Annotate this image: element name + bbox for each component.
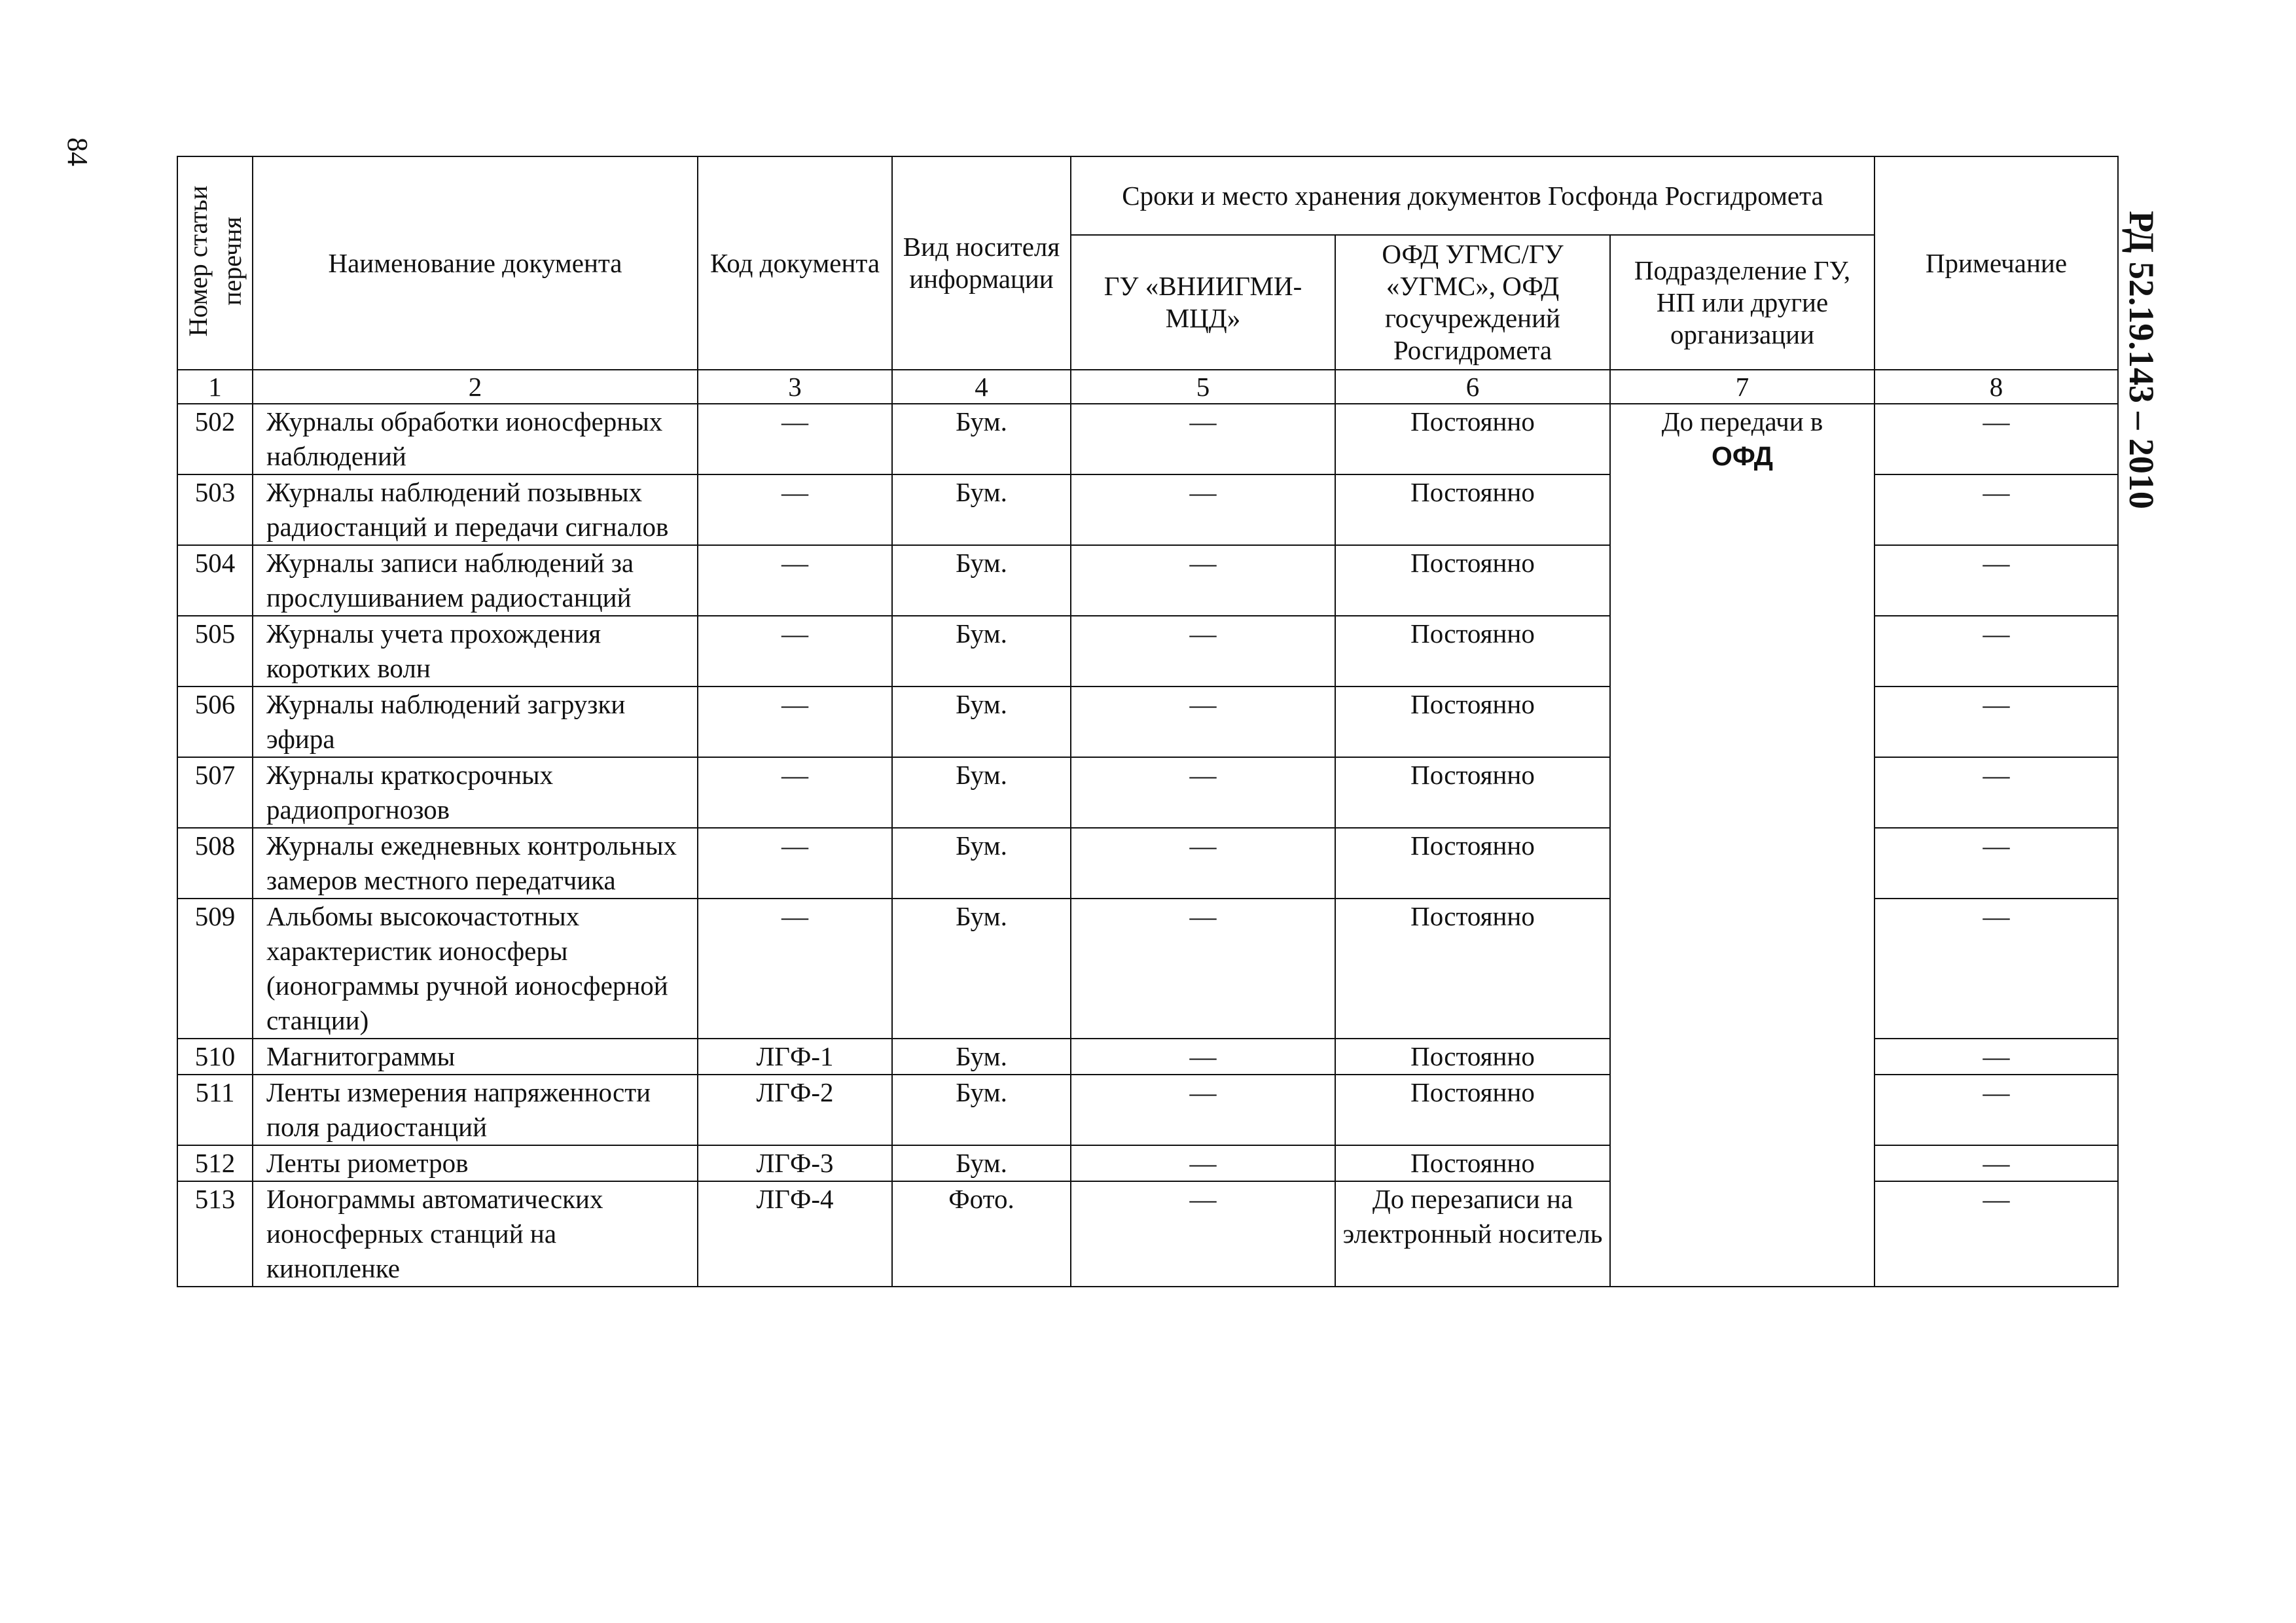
cell-media: Бум. — [892, 1075, 1071, 1145]
merged-col7-cell — [1610, 404, 1874, 1287]
cell-num: 512 — [177, 1145, 253, 1181]
cell-name: Журналы учета прохождения коротких волн — [253, 616, 698, 687]
cell-col6: Постоянно — [1335, 899, 1610, 1039]
cell-col5: — — [1071, 404, 1335, 474]
cell-note: — — [1874, 899, 2118, 1039]
cell-code: — — [698, 757, 892, 828]
cell-col6: Постоянно — [1335, 1145, 1610, 1181]
column-number: 3 — [698, 370, 892, 404]
document-code: РД 52.19.143 – 2010 — [2122, 211, 2161, 509]
cell-num: 510 — [177, 1039, 253, 1075]
table-row — [177, 404, 2118, 474]
cell-col5: — — [1071, 899, 1335, 1039]
document-register-table — [177, 156, 2119, 1287]
header-col6: ОФД УГМС/ГУ «УГМС», ОФД госучреждений Росгидромета — [1335, 235, 1610, 370]
cell-col5: — — [1071, 1145, 1335, 1181]
cell-media: Бум. — [892, 474, 1071, 545]
header-row-1 — [177, 156, 2118, 235]
cell-col5: — — [1071, 1039, 1335, 1075]
cell-name: Журналы наблюдений загрузки эфира — [253, 687, 698, 757]
cell-col6: Постоянно — [1335, 474, 1610, 545]
cell-media: Бум. — [892, 545, 1071, 616]
cell-note: — — [1874, 404, 2118, 474]
cell-col5: — — [1071, 687, 1335, 757]
cell-code: — — [698, 899, 892, 1039]
header-code: Код документа — [698, 156, 892, 370]
cell-num: 505 — [177, 616, 253, 687]
cell-media: Бум. — [892, 687, 1071, 757]
cell-col6: Постоянно — [1335, 616, 1610, 687]
cell-num: 502 — [177, 404, 253, 474]
cell-num: 508 — [177, 828, 253, 899]
merged-col7-line2: ОФД — [1711, 441, 1773, 471]
cell-note: — — [1874, 474, 2118, 545]
cell-col5: — — [1071, 1075, 1335, 1145]
cell-col5: — — [1071, 1181, 1335, 1287]
header-col7: Подразделение ГУ, НП или другие организации — [1610, 235, 1874, 370]
cell-name: Журналы обработки ионосферных наблюдений — [253, 404, 698, 474]
cell-num: 506 — [177, 687, 253, 757]
column-number: 8 — [1874, 370, 2118, 404]
cell-name: Ленты риометров — [253, 1145, 698, 1181]
cell-col6: Постоянно — [1335, 687, 1610, 757]
cell-col6: Постоянно — [1335, 828, 1610, 899]
column-number: 5 — [1071, 370, 1335, 404]
cell-note: — — [1874, 757, 2118, 828]
cell-code: — — [698, 545, 892, 616]
cell-media: Бум. — [892, 616, 1071, 687]
cell-col5: — — [1071, 616, 1335, 687]
cell-code: — — [698, 687, 892, 757]
cell-code: — — [698, 474, 892, 545]
header-num: Номер статьи перечня — [177, 156, 253, 370]
cell-col5: — — [1071, 474, 1335, 545]
column-number: 4 — [892, 370, 1071, 404]
cell-code: ЛГФ-1 — [698, 1039, 892, 1075]
cell-note: — — [1874, 1075, 2118, 1145]
cell-note: — — [1874, 616, 2118, 687]
cell-col5: — — [1071, 828, 1335, 899]
cell-media: Бум. — [892, 757, 1071, 828]
cell-media: Бум. — [892, 1039, 1071, 1075]
column-number: 7 — [1610, 370, 1874, 404]
cell-code: ЛГФ-4 — [698, 1181, 892, 1287]
merged-col7-line1: До передачи в — [1661, 406, 1823, 437]
cell-name: Альбомы высокочастотных характеристик ионосферы (ионограммы ручной ионосферной станции) — [253, 899, 698, 1039]
cell-col5: — — [1071, 545, 1335, 616]
header-note: Примечание — [1874, 156, 2118, 370]
cell-note: — — [1874, 1039, 2118, 1075]
cell-num: 511 — [177, 1075, 253, 1145]
cell-name: Ионограммы автоматических ионосферных станций на кинопленке — [253, 1181, 698, 1287]
cell-col6: Постоянно — [1335, 1039, 1610, 1075]
cell-name: Журналы записи наблюдений за прослушиванием радиостанций — [253, 545, 698, 616]
cell-col6: Постоянно — [1335, 1075, 1610, 1145]
cell-note: — — [1874, 1145, 2118, 1181]
cell-name: Журналы ежедневных контрольных замеров местного передатчика — [253, 828, 698, 899]
cell-name: Ленты измерения напряженности поля радиостанций — [253, 1075, 698, 1145]
cell-note: — — [1874, 545, 2118, 616]
cell-media: Бум. — [892, 1145, 1071, 1181]
cell-media: Бум. — [892, 828, 1071, 899]
cell-note: — — [1874, 687, 2118, 757]
cell-code: — — [698, 828, 892, 899]
column-number-row — [177, 370, 2118, 404]
page-number: 84 — [62, 137, 94, 166]
header-storage-group: Сроки и место хранения документов Госфонда Росгидромета — [1071, 156, 1874, 235]
cell-num: 503 — [177, 474, 253, 545]
cell-note: — — [1874, 828, 2118, 899]
cell-num: 509 — [177, 899, 253, 1039]
cell-code: — — [698, 616, 892, 687]
cell-num: 507 — [177, 757, 253, 828]
cell-name: Журналы краткосрочных радиопрогнозов — [253, 757, 698, 828]
cell-col6: Постоянно — [1335, 545, 1610, 616]
column-number: 1 — [177, 370, 253, 404]
cell-col6: Постоянно — [1335, 404, 1610, 474]
header-name: Наименование документа — [253, 156, 698, 370]
cell-media: Бум. — [892, 899, 1071, 1039]
cell-media: Фото. — [892, 1181, 1071, 1287]
cell-media: Бум. — [892, 404, 1071, 474]
cell-note: — — [1874, 1181, 2118, 1287]
cell-col6: Постоянно — [1335, 757, 1610, 828]
cell-num: 504 — [177, 545, 253, 616]
header-col5: ГУ «ВНИИГМИ-МЦД» — [1071, 235, 1335, 370]
column-number: 2 — [253, 370, 698, 404]
column-number: 6 — [1335, 370, 1610, 404]
cell-name: Журналы наблюдений позывных радиостанций и передачи сигналов — [253, 474, 698, 545]
cell-code: — — [698, 404, 892, 474]
cell-col6: До перезаписи на электронный носитель — [1335, 1181, 1610, 1287]
cell-num: 513 — [177, 1181, 253, 1287]
cell-col5: — — [1071, 757, 1335, 828]
cell-code: ЛГФ-2 — [698, 1075, 892, 1145]
cell-name: Магнитограммы — [253, 1039, 698, 1075]
cell-code: ЛГФ-3 — [698, 1145, 892, 1181]
header-media: Вид носителя информации — [892, 156, 1071, 370]
